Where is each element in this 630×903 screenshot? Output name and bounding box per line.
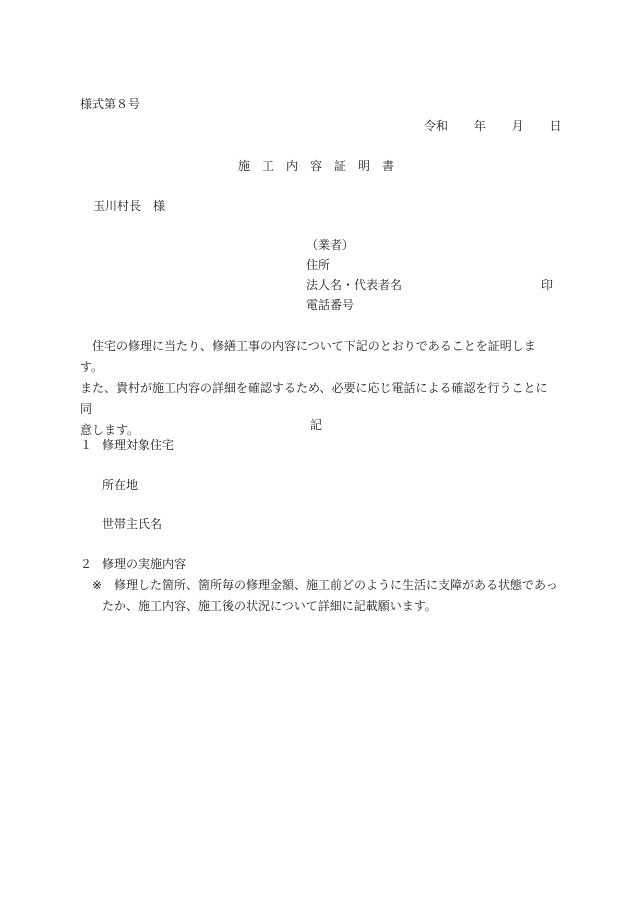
section-1-title: 修理対象住宅	[102, 438, 175, 452]
note-mark: ※	[92, 578, 103, 592]
ki-heading: 記	[310, 418, 323, 432]
householder-label: 世帯主氏名	[102, 517, 163, 531]
note-line-1: 修理した箇所、箇所毎の修理金額、施工前どのように生活に支障がある状態であっ	[114, 578, 558, 592]
statement-line-1: 住宅の修理に当たり、修繕工事の内容について下記のとおりであることを証明します。	[80, 339, 536, 374]
addressee	[93, 199, 165, 213]
section-2-title: 修理の実施内容	[102, 557, 187, 571]
section-1-heading	[80, 438, 174, 452]
location-label: 所在地	[102, 478, 139, 492]
vendor-corp-label: 法人名・代表者名	[306, 278, 403, 292]
statement-line-2: また、貴村が施工内容の詳細を確認するため、必要に応じ電話による確認を行うことに同	[80, 381, 548, 416]
section-1-number: １	[80, 438, 93, 452]
section-2-number: ２	[80, 557, 93, 571]
statement-line-3: 意します。	[80, 423, 140, 437]
vendor-heading: （業者）	[306, 238, 355, 252]
document-title: 施工内容証明書	[238, 159, 407, 173]
form-number: 様式第８号	[80, 97, 141, 111]
date-month: 月	[511, 119, 524, 133]
date-era: 令和	[424, 119, 449, 133]
addressee-honorific: 様	[153, 199, 166, 213]
vendor-phone-label: 電話番号	[306, 298, 355, 312]
seal-mark: 印	[541, 278, 554, 292]
vendor-address-label: 住所	[306, 258, 331, 272]
date-day: 日	[549, 119, 562, 133]
date-year: 年	[473, 119, 486, 133]
vendor-block	[306, 238, 402, 318]
addressee-name: 玉川村長	[93, 199, 142, 213]
date-line	[424, 119, 562, 133]
section-2-heading	[80, 557, 186, 571]
note-line-2: たか、施工内容、施工後の状況について詳細に記載願います。	[102, 599, 437, 613]
